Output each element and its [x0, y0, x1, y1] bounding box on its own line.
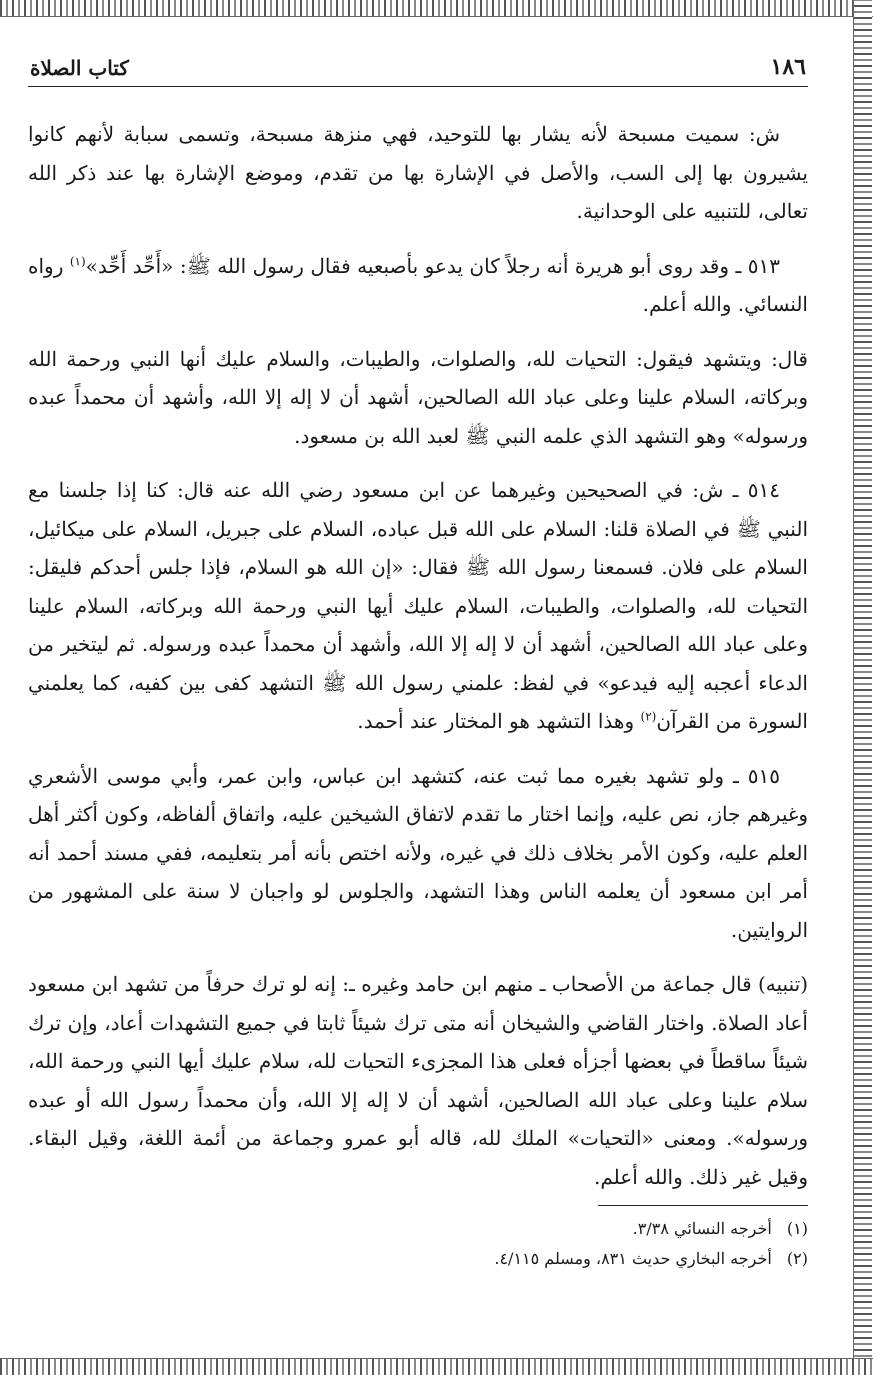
paragraph-3: [28, 340, 808, 456]
footnote-2: [28, 1244, 808, 1274]
paragraph-text: ٥١٣ ـ وقد روى أبو هريرة أنه رجلاً كان يدعو بأصبعيه فقال رسول الله ﷺ: «أَحِّد أَحِّد»: [85, 253, 780, 278]
paragraph-text: قال: ويتشهد فيقول: التحيات لله، والصلوات، والطيبات، والسلام عليك أنها النبي ورحمة الله وبركاته، السلام علينا وعلى عباد الله الصالحين، أشهد أن لا إله إلا الله، وأشهد أن محمداً عبده ورسوله» وهو التشهد الذي علمه النبي ﷺ لعبد الله بن مسعود.: [28, 346, 808, 448]
decorative-border-bottom: [0, 1358, 873, 1375]
footnote-text: أخرجه البخاري حديث ٨٣١، ومسلم ٤/١١٥.: [494, 1249, 772, 1268]
footnote-number: (٢): [786, 1249, 808, 1268]
footnote-ref-2[interactable]: (٢): [640, 709, 657, 724]
paragraph-6: [28, 965, 808, 1196]
page-number: ١٨٦: [770, 54, 806, 80]
decorative-border-right: [853, 0, 872, 1375]
footnotes: [28, 1205, 808, 1274]
footnote-1: [28, 1214, 808, 1244]
decorative-border-top: [0, 0, 873, 17]
paragraph-5: [28, 757, 808, 950]
paragraph-text: (تنبيه) قال جماعة من الأصحاب ـ منهم ابن حامد وغيره ـ: إنه لو ترك حرفاً من تشهد ابن مسعود أعاد الصلاة. واختار القاضي والشيخان أنه متى ترك شيئاً ثابتا في جميع التشهدات أعاد، وإن ترك شيئاً ساقطاً في بعضها أجزأه فعلى هذا المجزىء التحيات لله، سلام عليك أيها النبي ورحمة الله، سلام علينا وعلى عباد الله الصالحين، أشهد أن لا إله إلا الله، وأن محمداً رسول الله أو عبده ورسوله». ومعنى «التحيات» الملك لله، قاله أبو عمرو وجماعة من أئمة اللغة، وقيل البقاء. وقيل غير ذلك. والله أعلم.: [28, 972, 808, 1189]
paragraph-text: ش: سميت مسبحة لأنه يشار بها للتوحيد، فهي منزهة مسبحة، وتسمى سبابة لأنهم كانوا يشيرون بها إلى السب، والأصل في الإشارة بها من تقدم، وموضع الإشارة بها عند ذكر الله تعالى، للتنبيه على الوحدانية.: [28, 122, 808, 223]
running-title: كتاب الصلاة: [30, 56, 129, 80]
footnote-text: أخرجه النسائي ٣/٣٨.: [632, 1219, 772, 1238]
paragraph-1: [28, 115, 808, 231]
page-body: [28, 115, 808, 1196]
book-page: [28, 40, 808, 1340]
paragraph-text-tail: وهذا التشهد هو المختار عند أحمد.: [357, 709, 641, 733]
paragraph-text: ٥١٥ ـ ولو تشهد بغيره مما ثبت عنه، كتشهد ابن عباس، وابن عمر، وأبي موسى الأشعري وغيرهم جاز، نص عليه، وإنما اختار ما تقدم لاتفاق الشيخين عليه، واتفاق ألفاظه، وكون أكثر أهل العلم عليه، وكون الأمر بخلاف ذلك في غيره، ولأنه اختص بأنه أمر بتعليمه، ففي مسند أحمد أنه أمر ابن مسعود أن يعلمه الناس وهذا التشهد، والجلوس لو واجبان لا سنة على المشهور من الروايتين.: [28, 763, 808, 942]
paragraph-text: ٥١٤ ـ ش: في الصحيحين وغيرهما عن ابن مسعود رضي الله عنه قال: كنا إذا جلسنا مع النبي ﷺ في الصلاة قلنا: السلام على الله قبل عباده، السلام على جبريل، السلام على ميكائيل، السلام على فلان. فسمعنا رسول الله ﷺ فقال: «إن الله هو السلام، فإذا جلس أحدكم فليقل: التحيات لله، والصلوات، والطيبات، السلام عليك أيها النبي ورحمة الله وبركاته، السلام علينا وعلى عباد الله الصالحين، أشهد أن لا إله إلا الله، وأشهد أن محمداً عبده ورسوله. ثم ليتخير من الدعاء أعجبه إليه فيدعو» في لفظ: علمني رسول الله ﷺ التشهد كفى بين كفيه، كما يعلمني السورة من القرآن: [28, 478, 808, 733]
paragraph-2: [28, 247, 808, 324]
paragraph-text-tail: رواه النسائي. والله أعلم.: [28, 253, 808, 316]
page-header: [28, 40, 808, 87]
paragraph-4: [28, 471, 808, 741]
footnote-number: (١): [786, 1219, 808, 1238]
footnote-divider: [598, 1205, 808, 1206]
footnote-ref-1[interactable]: (١): [69, 253, 86, 268]
